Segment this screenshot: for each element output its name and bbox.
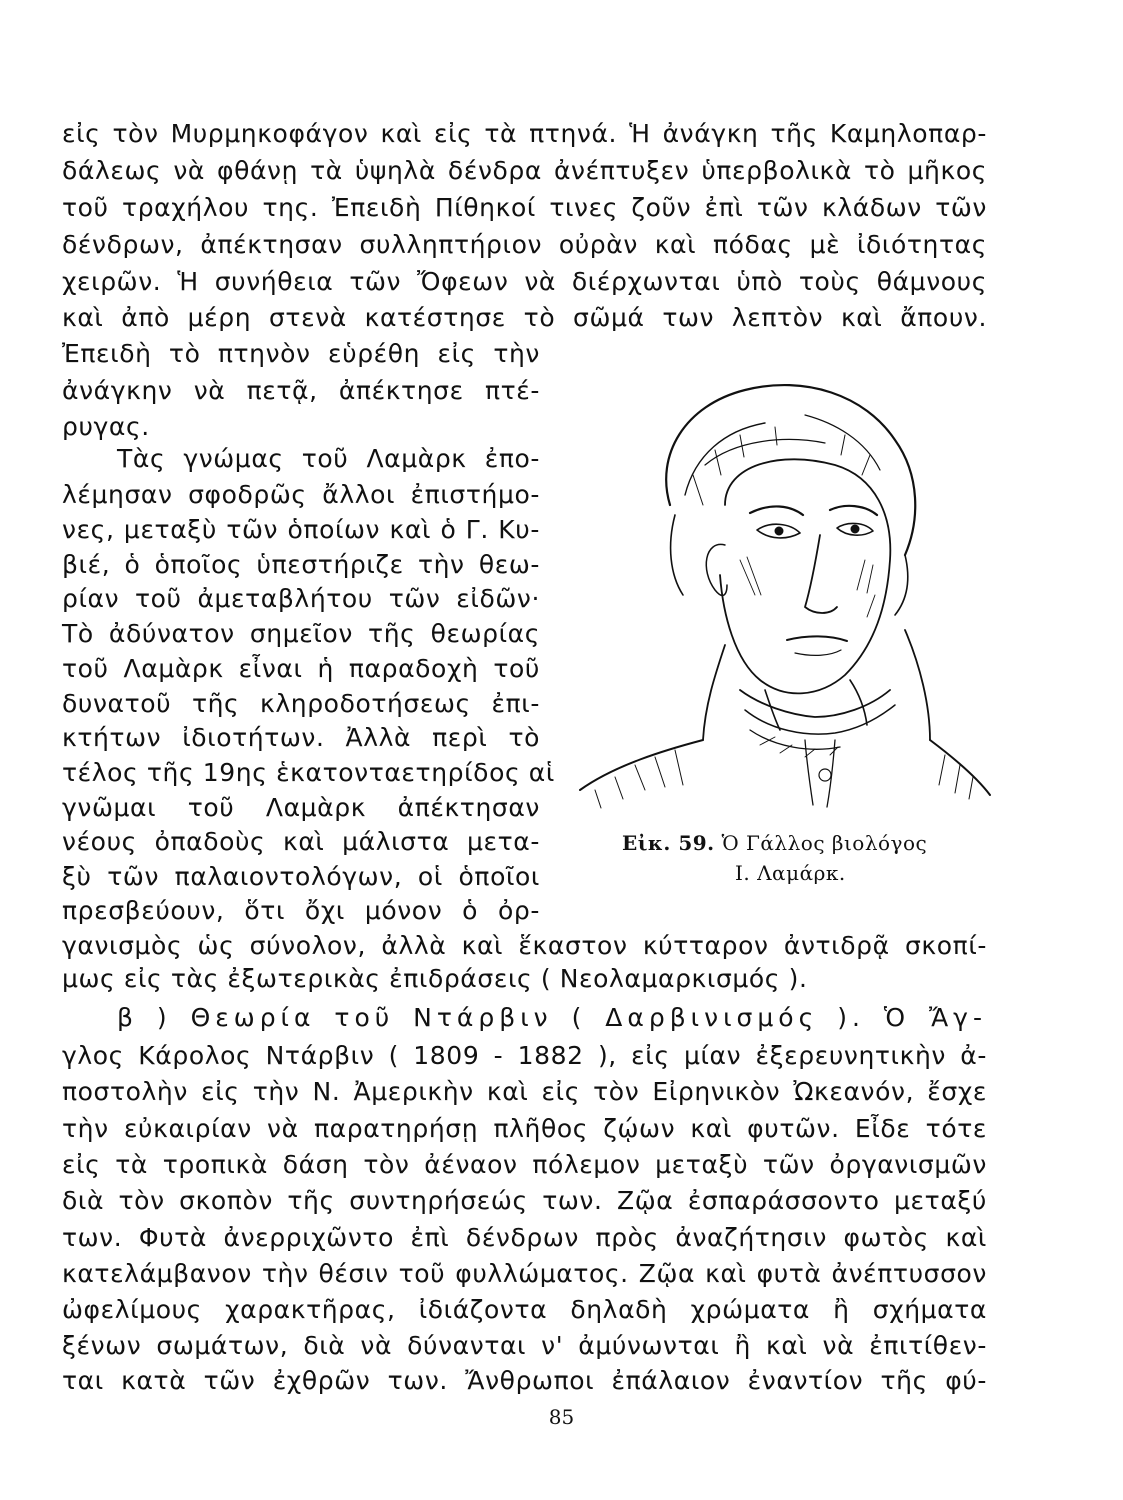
figure-caption xyxy=(622,831,927,855)
text-line: γανισμὸς ὡς σύνολον, ἀλλὰ καὶ ἕκαστον κύτταρον ἀντιδρᾷ σκοπί- xyxy=(62,931,987,960)
text-line: πρεσβεύουν, ὅτι ὄχι μόνον ὁ ὀρ- xyxy=(62,896,540,925)
caption-text-line2: Ι. Λαμάρκ. xyxy=(735,861,846,885)
text-line: Τὸ ἀδύνατον σημεῖον τῆς θεωρίας xyxy=(62,619,540,648)
text-line: κτήτων ἰδιοτήτων. Ἀλλὰ περὶ τὸ xyxy=(62,723,540,752)
text-line: χειρῶν. Ἡ συνήθεια τῶν Ὄφεων νὰ διέρχωνται ὑπὸ τοὺς θάμνους xyxy=(62,267,987,296)
text-line: βιέ, ὁ ὁποῖος ὑπεστήριζε τὴν θεω- xyxy=(62,550,540,579)
text-line: ται κατὰ τῶν ἐχθρῶν των. Ἄνθρωποι ἐπάλαιον ἐναντίον τῆς φύ- xyxy=(62,1366,987,1395)
text-line: κατελάμβανον τὴν θέσιν τοῦ φυλλώματος. Ζῷα καὶ φυτὰ ἀνέπτυσσον xyxy=(62,1259,987,1288)
caption-text-line1: Ὁ Γάλλος βιολόγος xyxy=(721,831,928,855)
text-line: δένδρων, ἀπέκτησαν συλληπτήριον οὐρὰν καὶ πόδας μὲ ἰδιότητας xyxy=(62,230,987,259)
text-line: γλος Κάρολος Ντάρβιν ( 1809 - 1882 ), εἰς μίαν ἐξερευνητικὴν ἀ- xyxy=(62,1041,987,1070)
text-line: τὴν εὐκαιρίαν νὰ παρατηρήσῃ πλῆθος ζῴων καὶ φυτῶν. Εἶδε τότε xyxy=(62,1114,987,1143)
text-line: ρυγας. xyxy=(62,412,150,441)
text-line: δυνατοῦ τῆς κληροδοτήσεως ἐπι- xyxy=(62,689,540,718)
text-line: ποστολὴν εἰς τὴν Ν. Ἀμερικὴν καὶ εἰς τὸν Εἰρηνικὸν Ὠκεανόν, ἔσχε xyxy=(62,1077,987,1106)
text-line: των. Φυτὰ ἀνερριχῶντο ἐπὶ δένδρων πρὸς ἀναζήτησιν φωτὸς καὶ xyxy=(62,1223,987,1252)
text-line: ὠφελίμους χαρακτῆρας, ἰδιάζοντα δηλαδὴ χρώματα ἢ σχήματα xyxy=(62,1295,987,1324)
text-line: Ἐπειδὴ τὸ πτηνὸν εὑρέθη εἰς τὴν xyxy=(62,339,540,368)
text-line: τέλος τῆς 19ης ἑκατονταετηρίδος αἱ xyxy=(62,758,555,787)
text-line: μως εἰς τὰς ἐξωτερικὰς ἐπιδράσεις ( Νεολαμαρκισμός ). xyxy=(62,964,808,993)
text-line: τοῦ Λαμὰρκ εἶναι ἡ παραδοχὴ τοῦ xyxy=(62,654,540,683)
text-line: ξὺ τῶν παλαιοντολόγων, οἱ ὁποῖοι xyxy=(62,862,540,891)
text-line: διὰ τὸν σκοπὸν τῆς συντηρήσεώς των. Ζῷα ἐσπαράσσοντο μεταξύ xyxy=(62,1186,987,1215)
figure-label: Εἰκ. 59. xyxy=(622,831,715,855)
text-line: ἀνάγκην νὰ πετᾷ, ἀπέκτησε πτέ- xyxy=(62,376,540,405)
text-line: ρίαν τοῦ ἀμεταβλήτου τῶν εἰδῶν· xyxy=(62,584,540,613)
page-number: 85 xyxy=(548,1405,575,1429)
text-line: λέμησαν σφοδρῶς ἄλλοι ἐπιστήμο- xyxy=(62,480,540,509)
text-line: δάλεως νὰ φθάνῃ τὰ ὑψηλὰ δένδρα ἀνέπτυξεν ὑπερβολικὰ τὸ μῆκος xyxy=(62,156,987,185)
text-line: νες, μεταξὺ τῶν ὁποίων καὶ ὁ Γ. Κυ- xyxy=(62,515,540,544)
text-line: γνῶμαι τοῦ Λαμὰρκ ἀπέκτησαν xyxy=(62,793,540,822)
text-line: Τὰς γνώμας τοῦ Λαμὰρκ ἐπο- xyxy=(117,444,540,473)
text-line: ξένων σωμάτων, διὰ νὰ δύνανται ν' ἀμύνωνται ἢ καὶ νὰ ἐπιτίθεν- xyxy=(62,1331,987,1360)
section-heading-line: β ) Θεωρία τοῦ Ντάρβιν ( Δαρβινισμός ). Ὁ Ἄγ- xyxy=(117,1003,987,1032)
text-line: εἰς τὰ τροπικὰ δάση τὸν ἀέναον πόλεμον μεταξὺ τῶν ὀργανισμῶν xyxy=(62,1150,987,1179)
text-line: νέους ὀπαδοὺς καὶ μάλιστα μετα- xyxy=(62,827,540,856)
lamarck-portrait-illustration xyxy=(575,345,995,815)
text-line: εἰς τὸν Μυρμηκοφάγον καὶ εἰς τὰ πτηνά. Ἡ ἀνάγκη τῆς Καμηλοπαρ- xyxy=(62,119,987,148)
text-line: τοῦ τραχήλου της. Ἐπειδὴ Πίθηκοί τινες ζοῦν ἐπὶ τῶν κλάδων τῶν xyxy=(62,193,987,222)
text-line: καὶ ἀπὸ μέρη στενὰ κατέστησε τὸ σῶμά των λεπτὸν καὶ ἄπουν. xyxy=(62,303,987,332)
